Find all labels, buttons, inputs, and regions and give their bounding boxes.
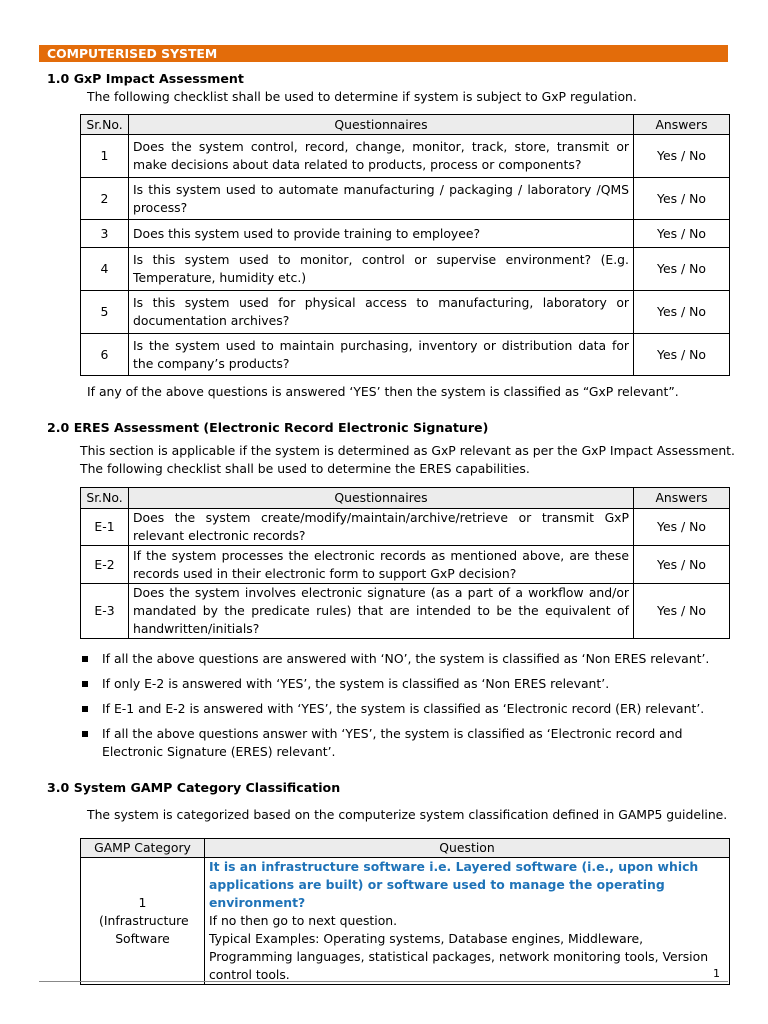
gamp-question-next: If no then go to next question. bbox=[209, 913, 398, 928]
footer-divider bbox=[39, 981, 728, 982]
gamp-examples: Typical Examples: Operating systems, Database engines, Middleware, Programming languages, statistical packages, network monitoring tools, Version control tools. bbox=[209, 931, 709, 982]
gamp-question-cell bbox=[205, 858, 730, 985]
row-question: Is this system used to monitor, control or supervise environment? (E.g. Temperature, humidity etc.) bbox=[129, 248, 634, 291]
table-row bbox=[81, 584, 730, 639]
table-row bbox=[81, 858, 730, 985]
row-question: Is the system used to maintain purchasing, inventory or distribution data for the company’s products? bbox=[129, 334, 634, 376]
row-number: 5 bbox=[81, 291, 129, 334]
section-3-title: 3.0 System GAMP Category Classification bbox=[47, 780, 341, 795]
row-question: Does this system used to provide training to employee? bbox=[129, 220, 634, 248]
list-item: If all the above questions answer with ‘YES’, the system is classified as ‘Electronic record and Electronic Signature (ERES) relevant’. bbox=[80, 725, 740, 761]
row-number: E-3 bbox=[81, 584, 129, 639]
header-questionnaires: Questionnaires bbox=[129, 115, 634, 135]
row-answer: Yes / No bbox=[634, 584, 730, 639]
row-number: 2 bbox=[81, 178, 129, 220]
section-1-title: 1.0 GxP Impact Assessment bbox=[47, 71, 244, 86]
row-number: 6 bbox=[81, 334, 129, 376]
gamp-table-header bbox=[81, 839, 730, 858]
table-row bbox=[81, 248, 730, 291]
eres-table bbox=[80, 487, 730, 639]
gamp-table bbox=[80, 838, 730, 985]
table-row bbox=[81, 334, 730, 376]
header-questionnaires: Questionnaires bbox=[129, 488, 634, 509]
table-row bbox=[81, 509, 730, 546]
row-question: Does the system involves electronic signature (as a part of a workflow and/or mandated by the predicate rules) that are intended to be the equivalent of handwritten/initials? bbox=[129, 584, 634, 639]
row-question: Is this system used for physical access to manufacturing, laboratory or documentation archives? bbox=[129, 291, 634, 334]
list-item: If all the above questions are answered with ‘NO’, the system is classified as ‘Non ERES relevant’. bbox=[80, 650, 740, 668]
page-number: 1 bbox=[713, 967, 720, 980]
header-question: Question bbox=[205, 839, 730, 858]
section-1-intro: The following checklist shall be used to determine if system is subject to GxP regulation. bbox=[87, 89, 637, 104]
row-question: Does the system control, record, change, monitor, track, store, transmit or make decisions about data related to products, process or components? bbox=[129, 135, 634, 178]
row-number: E-2 bbox=[81, 546, 129, 584]
row-number: 4 bbox=[81, 248, 129, 291]
row-question: Does the system create/modify/maintain/archive/retrieve or transmit GxP relevant electronic records? bbox=[129, 509, 634, 546]
section-banner: COMPUTERISED SYSTEM bbox=[39, 45, 728, 62]
section-2-intro-2: The following checklist shall be used to determine the ERES capabilities. bbox=[80, 461, 530, 476]
table-row bbox=[81, 178, 730, 220]
eres-table-header bbox=[81, 488, 730, 509]
row-number: E-1 bbox=[81, 509, 129, 546]
gamp-category-number: 1 bbox=[138, 895, 147, 910]
gamp-category-name: (Infrastructure Software bbox=[99, 913, 189, 946]
section-3-intro: The system is categorized based on the computerize system classification defined in GAMP5 guideline. bbox=[87, 807, 728, 822]
row-question: If the system processes the electronic records as mentioned above, are these records used in their electronic form to support GxP decision? bbox=[129, 546, 634, 584]
header-gamp-category: GAMP Category bbox=[81, 839, 205, 858]
gxp-table-header bbox=[81, 115, 730, 135]
header-srno: Sr.No. bbox=[81, 115, 129, 135]
header-answers: Answers bbox=[634, 115, 730, 135]
table-row bbox=[81, 546, 730, 584]
row-answer: Yes / No bbox=[634, 546, 730, 584]
eres-classification-list bbox=[80, 650, 740, 761]
gamp-category-cell bbox=[81, 858, 205, 985]
list-item: If E-1 and E-2 is answered with ‘YES’, the system is classified as ‘Electronic record (ER) relevant’. bbox=[80, 700, 740, 718]
list-item: If only E-2 is answered with ‘YES’, the system is classified as ‘Non ERES relevant’. bbox=[80, 675, 740, 693]
row-answer: Yes / No bbox=[634, 509, 730, 546]
row-number: 3 bbox=[81, 220, 129, 248]
row-answer: Yes / No bbox=[634, 334, 730, 376]
table-row bbox=[81, 135, 730, 178]
section-2-title: 2.0 ERES Assessment (Electronic Record Electronic Signature) bbox=[47, 420, 489, 435]
header-srno: Sr.No. bbox=[81, 488, 129, 509]
gamp-question-bold: It is an infrastructure software i.e. Layered software (i.e., upon which applications are built) or software used to manage the operating environment? bbox=[209, 859, 699, 910]
table-row bbox=[81, 220, 730, 248]
table-row bbox=[81, 291, 730, 334]
section-1-note: If any of the above questions is answered ‘YES’ then the system is classified as “GxP relevant”. bbox=[87, 384, 679, 399]
header-answers: Answers bbox=[634, 488, 730, 509]
row-answer: Yes / No bbox=[634, 291, 730, 334]
row-answer: Yes / No bbox=[634, 248, 730, 291]
row-number: 1 bbox=[81, 135, 129, 178]
gxp-table bbox=[80, 114, 730, 376]
row-answer: Yes / No bbox=[634, 220, 730, 248]
row-answer: Yes / No bbox=[634, 135, 730, 178]
row-question: Is this system used to automate manufacturing / packaging / laboratory /QMS process? bbox=[129, 178, 634, 220]
row-answer: Yes / No bbox=[634, 178, 730, 220]
section-2-intro-1: This section is applicable if the system is determined as GxP relevant as per the GxP Impact Assessment. bbox=[80, 443, 735, 458]
